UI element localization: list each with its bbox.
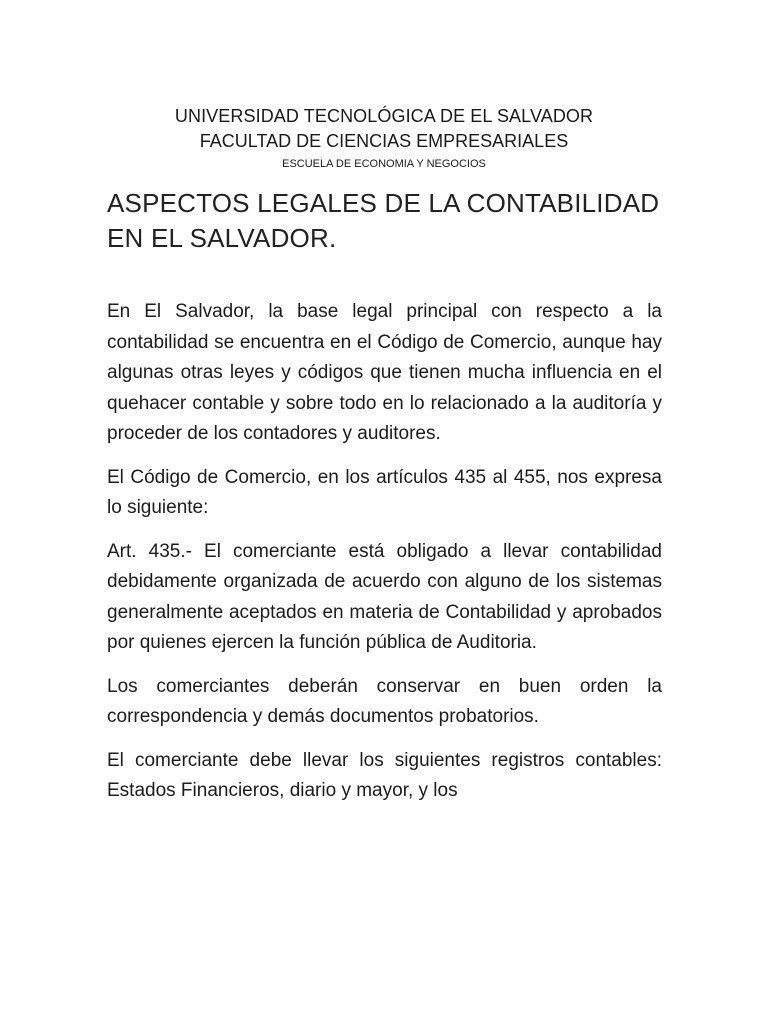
- school-name: ESCUELA DE ECONOMIA Y NEGOCIOS: [282, 158, 486, 170]
- document-header: [0, 104, 768, 171]
- paragraph: El Código de Comercio, en los artículos 435 al 455, nos expresa lo siguiente:: [107, 466, 662, 518]
- document-title: ASPECTOS LEGALES DE LA CONTABILIDAD EN EL SALVADOR.: [107, 188, 660, 253]
- paragraph: El comerciante debe llevar los siguientes registros contables: Estados Financieros, diario y mayor, y los: [107, 749, 662, 801]
- paragraph: En El Salvador, la base legal principal con respecto a la contabilidad se encuentra en el Código de Comercio, aunque hay algunas otras leyes y códigos que tienen mucha influencia en el quehacer contable y sobre todo en lo relacionado a la auditoría y proceder de los contadores y auditores.: [107, 301, 662, 444]
- document-body: [107, 297, 662, 820]
- university-name: UNIVERSIDAD TECNOLÓGICA DE EL SALVADOR: [174, 106, 594, 126]
- paragraph: Los comerciantes deberán conservar en buen orden la correspondencia y demás documentos probatorios.: [107, 675, 662, 727]
- paragraph: Art. 435.- El comerciante está obligado a llevar contabilidad debidamente organizada de acuerdo con alguno de los sistemas generalmente aceptados en materia de Contabilidad y aprobados por quienes ejercen la función pública de Auditoria.: [107, 540, 662, 653]
- faculty-name: FACULTAD DE CIENCIAS EMPRESARIALES: [199, 131, 569, 151]
